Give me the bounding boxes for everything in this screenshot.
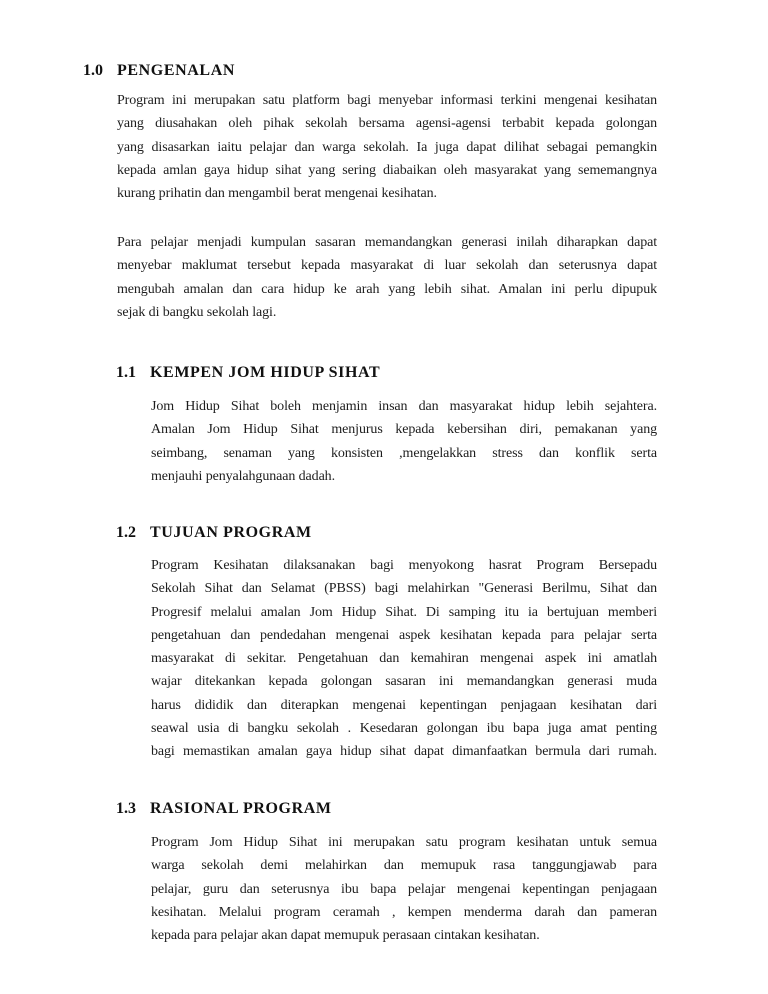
- section-title: PENGENALAN: [117, 62, 236, 79]
- section-title: KEMPEN JOM HIDUP SIHAT: [150, 364, 381, 381]
- text-line: menjauhi penyalahgunaan dadah.: [151, 468, 335, 484]
- section-heading-1-1: [116, 361, 380, 384]
- text-line: Progresif melalui amalan Jom Hidup Sihat. Di samping itu ia bertujuan memberi: [151, 604, 657, 620]
- text-line: wajar ditekankan kepada golongan sasaran ini memandangkan generasi muda: [151, 674, 657, 690]
- text-line: Sekolah Sihat dan Selamat (PBSS) bagi melahirkan "Generasi Berilmu, Sihat dan: [151, 581, 657, 597]
- text-line: kepada para pelajar akan dapat memupuk perasaan cintakan kesihatan.: [151, 928, 540, 944]
- text-line: mengubah amalan dan cara hidup ke arah yang lebih sihat. Amalan ini perlu dipupuk: [117, 281, 657, 297]
- paragraph-tujuan: [151, 554, 657, 764]
- text-line: yang disasarkan iaitu pelajar dan warga sekolah. Ia juga dapat dilihat sebagai pemangkin: [117, 139, 657, 155]
- section-title: RASIONAL PROGRAM: [150, 800, 332, 817]
- text-line: Program ini merupakan satu platform bagi menyebar informasi terkini mengenai kesihatan: [117, 93, 657, 108]
- text-line: Program Jom Hidup Sihat ini merupakan satu program kesihatan untuk semua: [151, 835, 657, 850]
- text-line: yang diusahakan oleh pihak sekolah bersama agensi-agensi terbabit kepada golongan: [117, 116, 657, 132]
- text-line: Jom Hidup Sihat boleh menjamin insan dan masyarakat hidup lebih sejahtera.: [151, 399, 657, 414]
- text-line: pelajar, guru dan seterusnya ibu bapa pelajar mengenai kepentingan penjagaan: [151, 881, 657, 897]
- text-line: harus dididik dan diterapkan mengenai kepentingan penjagaan kesihatan dari: [151, 697, 657, 713]
- text-line: menyebar maklumat tersebut kepada masyarakat di luar sekolah dan seterusnya dapat: [117, 258, 657, 274]
- text-line: bagi memastikan amalan gaya hidup sihat dapat dimanfaatkan bermula dari rumah.: [151, 744, 657, 760]
- section-heading-1-2: [116, 521, 312, 544]
- text-line: seimbang, senaman yang konsisten ,mengelakkan stress dan konflik serta: [151, 445, 657, 461]
- text-line: kepada amlan gaya hidup sihat yang sering diabaikan oleh masyarakat yang sememangnya: [117, 162, 657, 178]
- paragraph-intro-1: [117, 89, 657, 205]
- text-line: Amalan Jom Hidup Sihat menjurus kepada kebersihan diri, pemakanan yang: [151, 422, 657, 438]
- paragraph-rasional: [151, 831, 657, 947]
- text-line: kesihatan. Melalui program ceramah , kempen menderma darah dan pameran: [151, 904, 657, 920]
- text-line: pengetahuan dan pendedahan mengenai aspek kesihatan kepada para pelajar serta: [151, 627, 657, 643]
- section-heading-1-3: [116, 797, 332, 820]
- text-line: Para pelajar menjadi kumpulan sasaran memandangkan generasi inilah diharapkan dapat: [117, 235, 657, 250]
- section-number: 1.2: [116, 524, 136, 541]
- text-line: Program Kesihatan dilaksanakan bagi menyokong hasrat Program Bersepadu: [151, 558, 657, 573]
- section-number: 1.3: [116, 800, 136, 817]
- text-line: masyarakat di sekitar. Pengetahuan dan kemahiran mengenai aspek ini amatlah: [151, 651, 657, 667]
- paragraph-kempen: [151, 395, 657, 488]
- text-line: warga sekolah demi melahirkan dan memupuk rasa tanggungjawab para: [151, 858, 657, 874]
- text-line: sejak di bangku sekolah lagi.: [117, 304, 277, 320]
- text-line: seawal usia di bangku sekolah . Kesedaran golongan ibu bapa juga amat penting: [151, 721, 657, 737]
- section-number: 1.0: [83, 62, 103, 79]
- text-line: kurang prihatin dan mengambil berat mengenai kesihatan.: [117, 186, 437, 202]
- section-number: 1.1: [116, 364, 136, 381]
- section-title: TUJUAN PROGRAM: [150, 524, 312, 541]
- paragraph-intro-2: [117, 231, 657, 324]
- section-heading-1-0: [83, 59, 235, 82]
